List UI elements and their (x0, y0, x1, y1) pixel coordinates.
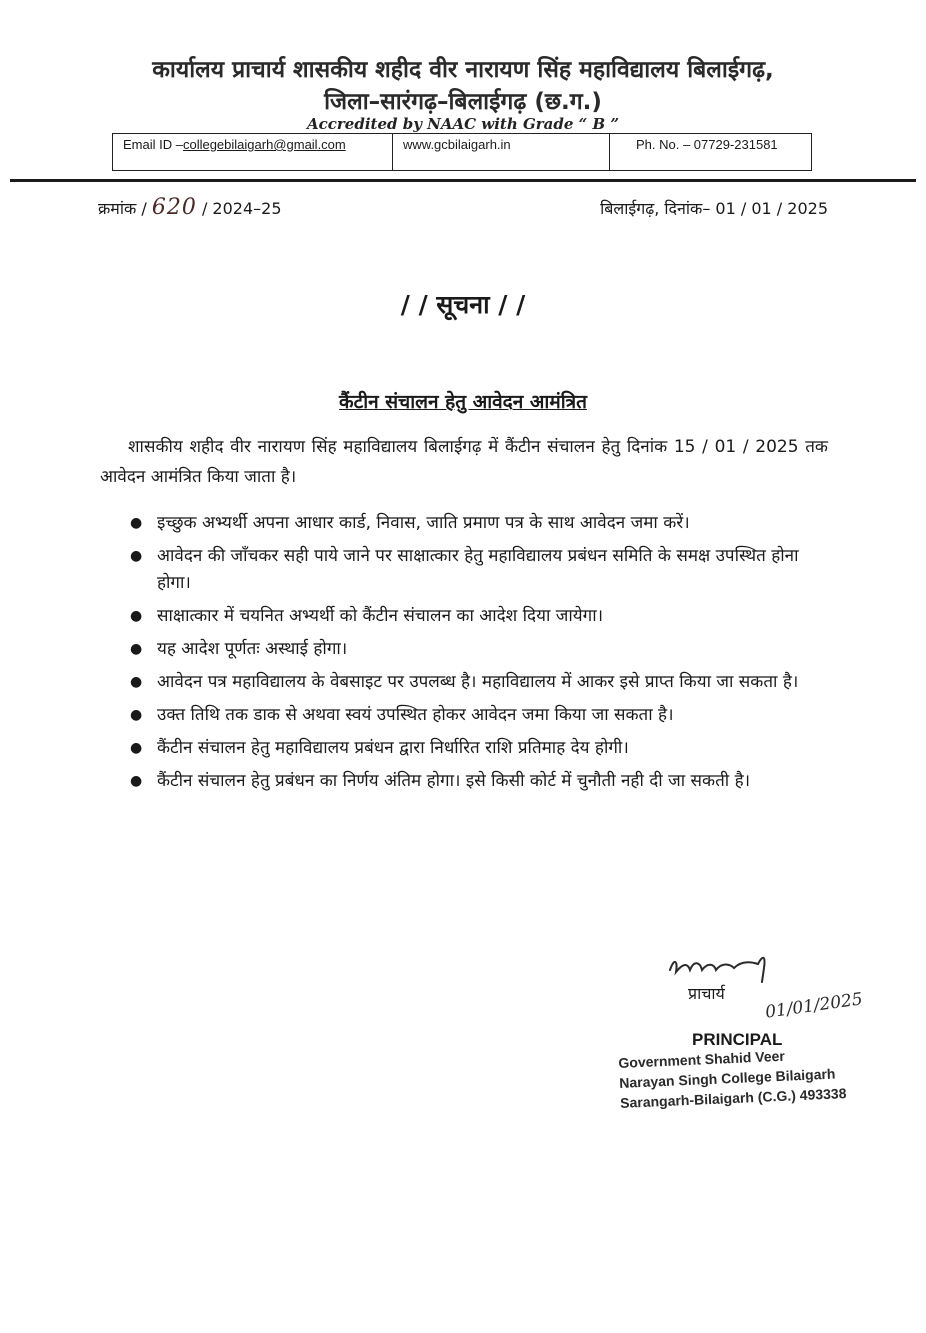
list-item: ● आवेदन पत्र महाविद्यालय के वेबसाइट पर उपलब्ध है। महाविद्यालय में आकर इसे प्राप्त किया जा सकता है। (130, 669, 810, 696)
email-label: Email ID – (123, 137, 183, 152)
list-item: ● कैंटीन संचालन हेतु प्रबंधन का निर्णय अंतिम होगा। इसे किसी कोर्ट में चुनौती नही दी जा सकती है। (130, 768, 810, 795)
list-item: ● यह आदेश पूर्णतः अस्थाई होगा। (130, 636, 810, 663)
email-cell (113, 134, 393, 170)
list-item: ● साक्षात्कार में चयनित अभ्यर्थी को कैंटीन संचालन का आदेश दिया जायेगा। (130, 603, 810, 630)
website-link[interactable]: www.gcbilaigarh.in (403, 137, 511, 152)
notice-subject: कैंटीन संचालन हेतु आवेदन आमंत्रित (339, 391, 587, 413)
notice-title: / / सूचना / / (400, 290, 526, 319)
stamp-line: Government Shahid Veer (618, 1047, 786, 1071)
list-item: ● उक्त तिथि तक डाक से अथवा स्वयं उपस्थित होकर आवेदन जमा किया जा सकता है। (130, 702, 810, 729)
handwritten-signature-date: 01/01/2025 (764, 989, 864, 1023)
email-link[interactable]: collegebilaigarh@gmail.com (182, 137, 346, 152)
list-item: ● कैंटीन संचालन हेतु महाविद्यालय प्रबंधन द्वारा निर्धारित राशि प्रतिमाह देय होगी। (130, 735, 810, 762)
list-item: ● आवेदन की जाँचकर सही पाये जाने पर साक्षात्कार हेतु महाविद्यालय प्रबंधन समिति के समक्ष उपस्थित होना होगा। (130, 543, 810, 597)
stamp-line: Sarangarh-Bilaigarh (C.G.) 493338 (619, 1085, 847, 1111)
list-item: ● इच्छुक अभ्यर्थी अपना आधार कार्ड, निवास, जाति प्रमाण पत्र के साथ आवेदन जमा करें। (130, 510, 810, 537)
website-cell (393, 134, 610, 170)
reference-number (98, 195, 282, 220)
reference-suffix: / 2024–25 (196, 199, 282, 218)
naac-accreditation: Accredited by NAAC with Grade “ B ” (306, 115, 620, 133)
reference-prefix: क्रमांक / (98, 199, 152, 218)
office-header-line1: कार्यालय प्राचार्य शासकीय शहीद वीर नारायण सिंह महाविद्यालय बिलाईगढ़, (152, 57, 774, 83)
phone-cell (610, 134, 811, 170)
office-header-line2: जिला–सारंगढ़–बिलाईगढ़ (छ.ग.) (324, 89, 602, 115)
stamp-line: Narayan Singh College Bilaigarh (618, 1065, 836, 1091)
contact-info-box (112, 133, 812, 171)
college-stamp (618, 1043, 847, 1113)
conditions-list (130, 510, 810, 801)
principal-title: PRINCIPAL (692, 1030, 783, 1049)
intro-paragraph: शासकीय शहीद वीर नारायण सिंह महाविद्यालय बिलाईगढ़ में कैंटीन संचालन हेतु दिनांक 15 / 01 / 2025 तक आवेदन आमंत्रित किया जाता है। (100, 437, 828, 487)
handwritten-reference-number: 620 (151, 195, 197, 220)
handwritten-signature (664, 948, 774, 984)
place-and-date: बिलाईगढ़, दिनांक– 01 / 01 / 2025 (600, 199, 828, 218)
phone-number: Ph. No. – 07729-231581 (636, 137, 778, 152)
designation-hindi: प्राचार्य (688, 984, 725, 1003)
header-divider (10, 179, 916, 182)
